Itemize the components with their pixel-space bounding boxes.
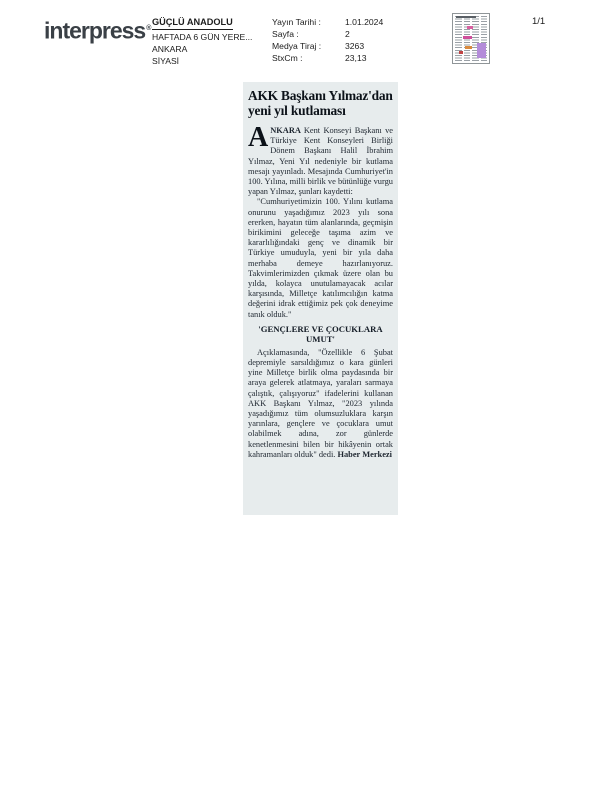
article-headline: AKK Başkanı Yılmaz'dan yeni yıl kutlaması <box>248 88 393 118</box>
thumbnail-ad-purple <box>477 43 486 58</box>
meta-label-stxcm: StxCm : <box>272 53 303 63</box>
thumbnail-text-column <box>455 16 462 61</box>
thumbnail-photo-pink <box>467 26 473 29</box>
article-subheading: 'GENÇLERE VE ÇOCUKLARA UMUT' <box>258 323 383 345</box>
newspaper-page-thumbnail[interactable] <box>452 13 490 64</box>
page-indicator: 1/1 <box>532 16 546 27</box>
clipping-metadata <box>272 16 383 64</box>
thumbnail-photo-pink <box>463 36 472 39</box>
thumbnail-photo-red <box>459 51 463 54</box>
meta-value-circulation: 3263 <box>345 41 365 51</box>
article-paragraph-2: "Cumhuriyetimizin 100. Yılını kutlama onurunu yaşadığımız 2023 yılı sona ererken, hayatın tüm alanlarında, geçmişin birikimini geleceğe taşıma azim ve kararlılığındaki genç ve dinamik bir Türkiye umuduyla, yeni bir yıla daha merhaba demeye hazırlanıyoruz. Takvimlerimizden çıkmak üzere olan bu yılda, kolayca unutulamayacak acılar karşısında, Milletçe katılımcılığın katma değerini idrak ettiğimiz pek çok deneyime tanık olduk." <box>248 197 393 319</box>
paragraph-3-text: Açıklamasında, "Özellikle 6 Şubat depremiyle sarsıldığımız o kara günleri yine Milletçe birlik olma paydasında bir araya gelerek atlatmaya, yaraları sarmaya çalıştık, çalışıyoruz" ifadelerini kullanan AKK Başkanı Yılmaz, "2023 yılında yaşadığımız tüm olumsuzluklara karşın yarınlara, gençlere ve çocuklara umut olabilmek adına, zor günlerde kenetlenmesini bilen bir hikâyenin ortak kahramanları olduk" dedi. <box>248 347 393 459</box>
article-clipping <box>243 82 398 515</box>
meta-value-page: 2 <box>345 29 350 39</box>
publication-category: SİYASİ <box>152 56 180 66</box>
thumbnail-photo-orange <box>465 46 472 49</box>
publication-info <box>152 16 252 67</box>
publication-name: GÜÇLÜ ANADOLU <box>152 16 233 30</box>
registered-trademark-icon: ® <box>146 25 152 32</box>
meta-label-publish-date: Yayın Tarihi : <box>272 17 321 27</box>
meta-label-page: Sayfa : <box>272 29 299 39</box>
meta-label-circulation: Medya Tiraj : <box>272 41 322 51</box>
article-paragraph-3 <box>248 348 393 460</box>
logo-text: interpress <box>44 17 146 44</box>
publication-city: ANKARA <box>152 44 188 54</box>
meta-value-publish-date: 1.01.2024 <box>345 17 384 27</box>
thumbnail-masthead <box>456 16 476 18</box>
drop-cap: A <box>248 122 269 153</box>
lead-word: NKARA <box>270 126 304 135</box>
meta-value-stxcm: 23,13 <box>345 53 367 63</box>
byline: Haber Merkezi <box>337 449 392 459</box>
interpress-logo <box>44 17 151 43</box>
publication-frequency: HAFTADA 6 GÜN YERE... <box>152 32 253 42</box>
article-paragraph-1 <box>248 122 393 197</box>
paragraph-1-text: Kent Konseyi Başkanı ve Türkiye Kent Konseyleri Birliği Dönem Başkanı Halil İbrahim Yılmaz, Yeni Yıl nedeniyle bir kutlama mesajı yayınladı. Mesajında Cumhuriyet'in 100. Yılına, milli birlik ve bütünlüğe vurgu yapan Yılmaz, şunları kaydetti: <box>248 126 393 197</box>
